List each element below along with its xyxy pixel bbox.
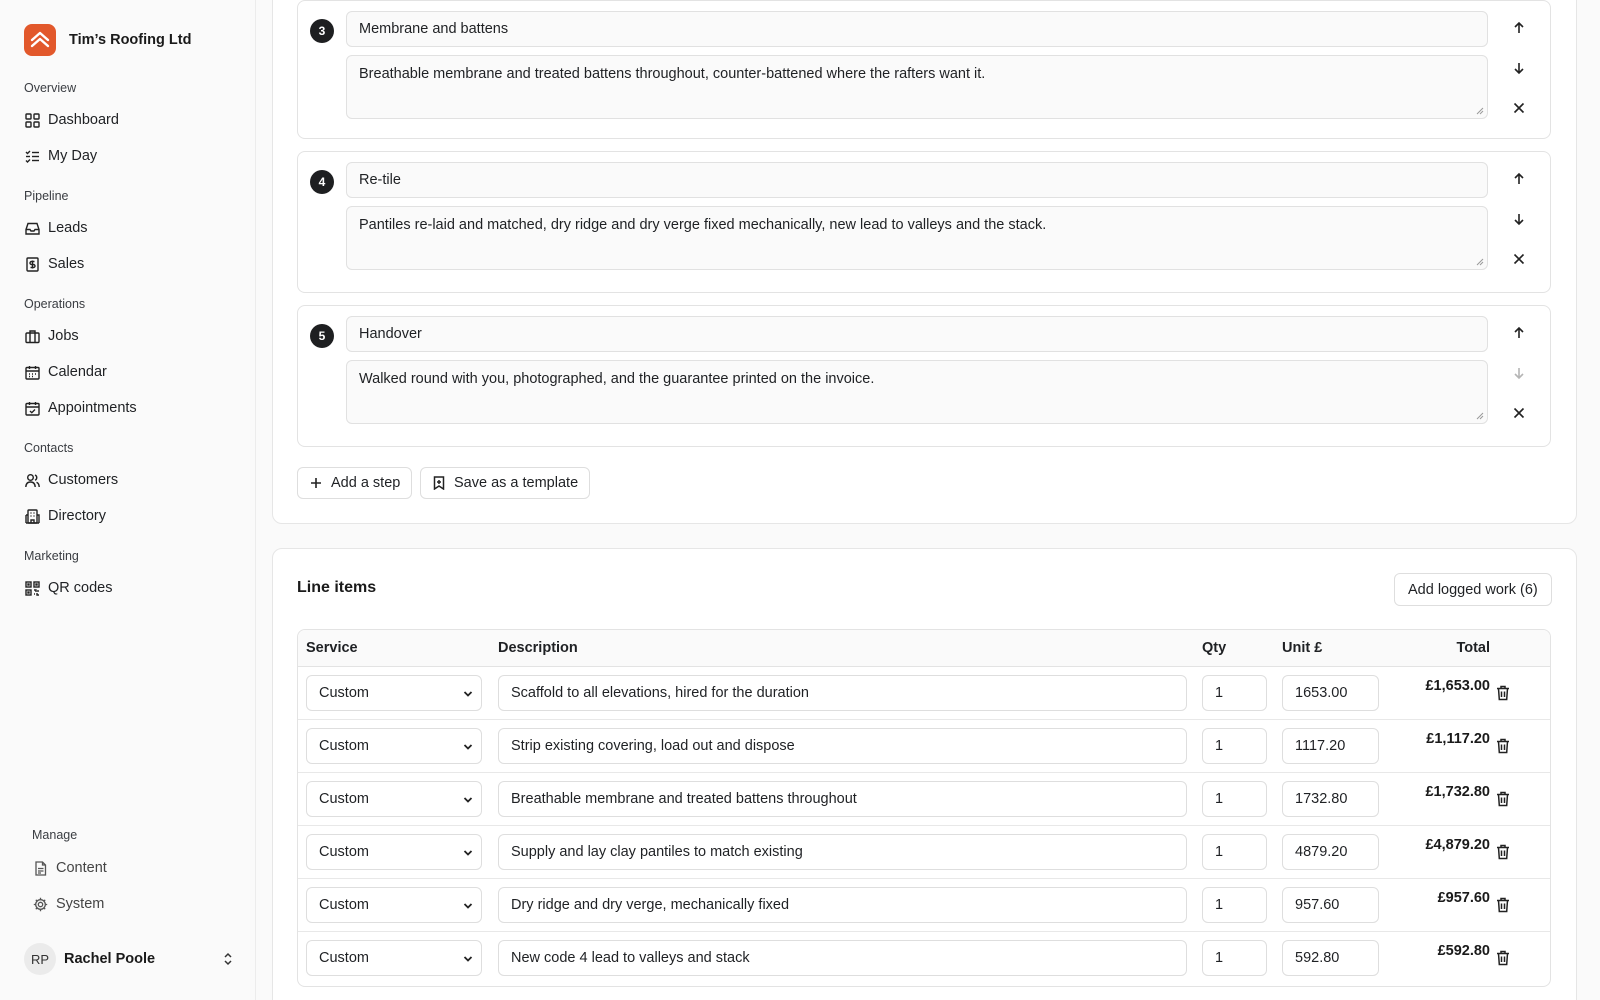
- qty-input[interactable]: 1: [1202, 728, 1267, 764]
- line-items-table: [297, 629, 1551, 987]
- unit-price-input[interactable]: 957.60: [1282, 887, 1379, 923]
- service-select[interactable]: [306, 940, 482, 976]
- service-select[interactable]: [306, 728, 482, 764]
- step-number-badge: 4: [310, 170, 334, 194]
- chevron-down-icon: [463, 954, 473, 964]
- table-row: [298, 932, 1550, 985]
- step-description-text: Walked round with you, photographed, and the guarantee printed on the invoice.: [359, 371, 875, 387]
- close-icon: [1513, 407, 1525, 419]
- service-value: Custom: [319, 844, 369, 860]
- sidebar-item-jobs[interactable]: [24, 325, 79, 347]
- service-value: Custom: [319, 791, 369, 807]
- sidebar-item-qr-codes[interactable]: [24, 577, 112, 599]
- brand-logo-icon: [24, 24, 56, 56]
- trash-icon: [1496, 791, 1510, 807]
- service-select[interactable]: [306, 887, 482, 923]
- sidebar-item-label: Content: [56, 860, 107, 876]
- step-title-input[interactable]: Handover: [346, 316, 1488, 352]
- sidebar-item-sales[interactable]: [24, 253, 84, 275]
- inbox-icon: [24, 220, 40, 236]
- chevron-down-icon: [463, 848, 473, 858]
- users-icon: [24, 472, 40, 488]
- sidebar-item-label: Leads: [48, 220, 88, 236]
- delete-row-button[interactable]: [1494, 843, 1512, 861]
- step-description-text: Pantiles re-laid and matched, dry ridge and dry verge fixed mechanically, new lead to valleys and the stack.: [359, 217, 1047, 233]
- bookmark-plus-icon: [433, 476, 445, 490]
- section-manage: Manage: [32, 828, 78, 842]
- close-icon: [1513, 253, 1525, 265]
- close-icon: [1513, 102, 1525, 114]
- sidebar-item-content[interactable]: [32, 857, 107, 879]
- service-value: Custom: [319, 738, 369, 754]
- remove-step-button[interactable]: [1508, 248, 1530, 270]
- qr-code-icon: [24, 580, 40, 596]
- qty-input[interactable]: 1: [1202, 834, 1267, 870]
- delete-row-button[interactable]: [1494, 737, 1512, 755]
- step-description-text: Breathable membrane and treated battens throughout, counter-battened where the rafters want it.: [359, 66, 986, 82]
- column-header-description: Description: [498, 640, 578, 656]
- section-overview: Overview: [24, 81, 77, 95]
- delete-row-button[interactable]: [1494, 949, 1512, 967]
- step-item: [297, 0, 1551, 139]
- unit-price-input[interactable]: 1653.00: [1282, 675, 1379, 711]
- sidebar-item-my-day[interactable]: [24, 145, 97, 167]
- save-template-label: Save as a template: [454, 475, 579, 491]
- row-total: £1,117.20: [1426, 731, 1490, 747]
- sidebar-item-system[interactable]: [32, 893, 104, 915]
- step-item: [297, 151, 1551, 293]
- service-value: Custom: [319, 950, 369, 966]
- service-value: Custom: [319, 897, 369, 913]
- sidebar-item-label: Calendar: [48, 364, 107, 380]
- grid-icon: [24, 112, 40, 128]
- chevron-down-icon: [463, 901, 473, 911]
- unit-price-input[interactable]: 592.80: [1282, 940, 1379, 976]
- move-down-button[interactable]: [1508, 57, 1530, 79]
- qty-input[interactable]: 1: [1202, 887, 1267, 923]
- description-input[interactable]: Dry ridge and dry verge, mechanically fixed: [498, 887, 1187, 923]
- row-total: £957.60: [1437, 890, 1490, 906]
- chevron-up-down-icon: [222, 952, 234, 966]
- arrow-up-icon: [1512, 172, 1526, 186]
- qty-input[interactable]: 1: [1202, 940, 1267, 976]
- sidebar-item-customers[interactable]: [24, 469, 118, 491]
- arrow-down-icon: [1512, 212, 1526, 226]
- move-up-button[interactable]: [1508, 17, 1530, 39]
- table-row: [298, 720, 1550, 773]
- qty-input[interactable]: 1: [1202, 675, 1267, 711]
- checklist-icon: [24, 148, 40, 164]
- move-down-button-disabled: [1508, 362, 1530, 384]
- chevron-down-icon: [463, 689, 473, 699]
- resize-grip-icon[interactable]: [1476, 258, 1484, 266]
- resize-grip-icon[interactable]: [1476, 107, 1484, 115]
- trash-icon: [1496, 685, 1510, 701]
- gear-icon: [32, 896, 48, 912]
- briefcase-icon: [24, 328, 40, 344]
- sidebar-item-label: Jobs: [48, 328, 79, 344]
- row-total: £1,653.00: [1425, 678, 1490, 694]
- add-logged-work-button[interactable]: [1394, 573, 1552, 606]
- remove-step-button[interactable]: [1508, 97, 1530, 119]
- chevron-down-icon: [463, 742, 473, 752]
- delete-row-button[interactable]: [1494, 790, 1512, 808]
- receipt-icon: [24, 256, 40, 272]
- step-number-badge: 3: [310, 19, 334, 43]
- delete-row-button[interactable]: [1494, 896, 1512, 914]
- description-input[interactable]: New code 4 lead to valleys and stack: [498, 940, 1187, 976]
- table-header: [298, 630, 1550, 667]
- user-menu[interactable]: [24, 943, 234, 975]
- building-icon: [24, 508, 40, 524]
- delete-row-button[interactable]: [1494, 684, 1512, 702]
- remove-step-button[interactable]: [1508, 402, 1530, 424]
- step-description-textarea[interactable]: [346, 360, 1488, 424]
- sidebar-item-appointments[interactable]: [24, 397, 137, 419]
- plus-icon: [310, 477, 322, 489]
- chevron-down-icon: [463, 795, 473, 805]
- add-step-button[interactable]: [297, 467, 412, 499]
- brand-name: Tim’s Roofing Ltd: [69, 32, 192, 48]
- arrow-up-icon: [1512, 21, 1526, 35]
- sidebar: [0, 0, 256, 1000]
- arrow-down-icon: [1512, 61, 1526, 75]
- add-logged-work-label: Add logged work (6): [1408, 581, 1538, 598]
- brand[interactable]: [24, 24, 191, 56]
- arrow-up-icon: [1512, 326, 1526, 340]
- step-description-textarea[interactable]: [346, 55, 1488, 119]
- service-select[interactable]: [306, 781, 482, 817]
- section-pipeline: Pipeline: [24, 189, 69, 203]
- sidebar-item-label: Directory: [48, 508, 107, 524]
- move-up-button[interactable]: [1508, 322, 1530, 344]
- line-items-title: Line items: [297, 579, 377, 596]
- step-description-textarea[interactable]: [346, 206, 1488, 270]
- description-input[interactable]: Strip existing covering, load out and dispose: [498, 728, 1187, 764]
- unit-price-input[interactable]: 4879.20: [1282, 834, 1379, 870]
- add-step-label: Add a step: [331, 475, 401, 491]
- sidebar-item-calendar[interactable]: [24, 361, 107, 383]
- sidebar-item-label: QR codes: [48, 580, 113, 596]
- column-header-unit: Unit £: [1282, 640, 1323, 656]
- calendar-icon: [24, 364, 40, 380]
- move-up-button[interactable]: [1508, 168, 1530, 190]
- table-row: [298, 826, 1550, 879]
- unit-price-input[interactable]: 1732.80: [1282, 781, 1379, 817]
- unit-price-input[interactable]: 1117.20: [1282, 728, 1379, 764]
- sidebar-item-label: Sales: [48, 256, 85, 272]
- step-number-badge: 5: [310, 324, 334, 348]
- column-header-qty: Qty: [1202, 640, 1227, 656]
- section-contacts: Contacts: [24, 441, 74, 455]
- save-template-button[interactable]: [420, 467, 590, 499]
- move-down-button[interactable]: [1508, 208, 1530, 230]
- table-row: [298, 773, 1550, 826]
- step-title-input[interactable]: Membrane and battens: [346, 11, 1488, 47]
- sidebar-item-label: Appointments: [48, 400, 137, 416]
- avatar: RP: [24, 943, 56, 975]
- service-value: Custom: [319, 685, 369, 701]
- sidebar-item-directory[interactable]: [24, 505, 106, 527]
- qty-input[interactable]: 1: [1202, 781, 1267, 817]
- section-operations: Operations: [24, 297, 86, 311]
- sidebar-item-dashboard[interactable]: [24, 109, 119, 131]
- section-marketing: Marketing: [24, 549, 79, 563]
- document-icon: [32, 860, 48, 876]
- trash-icon: [1496, 897, 1510, 913]
- sidebar-item-leads[interactable]: [24, 217, 88, 239]
- description-input[interactable]: Scaffold to all elevations, hired for the duration: [498, 675, 1187, 711]
- row-total: £592.80: [1437, 943, 1490, 959]
- table-row: [298, 667, 1550, 720]
- trash-icon: [1496, 844, 1510, 860]
- trash-icon: [1496, 738, 1510, 754]
- arrow-down-icon: [1512, 366, 1526, 380]
- description-input[interactable]: Supply and lay clay pantiles to match existing: [498, 834, 1187, 870]
- table-row: [298, 879, 1550, 932]
- row-total: £4,879.20: [1425, 837, 1490, 853]
- sidebar-item-label: Customers: [48, 472, 119, 488]
- step-title-input[interactable]: Re-tile: [346, 162, 1488, 198]
- service-select[interactable]: [306, 675, 482, 711]
- sidebar-item-label: My Day: [48, 148, 98, 164]
- service-select[interactable]: [306, 834, 482, 870]
- trash-icon: [1496, 950, 1510, 966]
- step-item: [297, 305, 1551, 447]
- column-header-service: Service: [306, 640, 358, 656]
- calendar-check-icon: [24, 400, 40, 416]
- description-input[interactable]: Breathable membrane and treated battens throughout: [498, 781, 1187, 817]
- resize-grip-icon[interactable]: [1476, 412, 1484, 420]
- row-total: £1,732.80: [1425, 784, 1490, 800]
- sidebar-item-label: Dashboard: [48, 112, 119, 128]
- sidebar-item-label: System: [56, 896, 105, 912]
- user-name: Rachel Poole: [64, 951, 156, 967]
- column-header-total: Total: [1456, 640, 1490, 656]
